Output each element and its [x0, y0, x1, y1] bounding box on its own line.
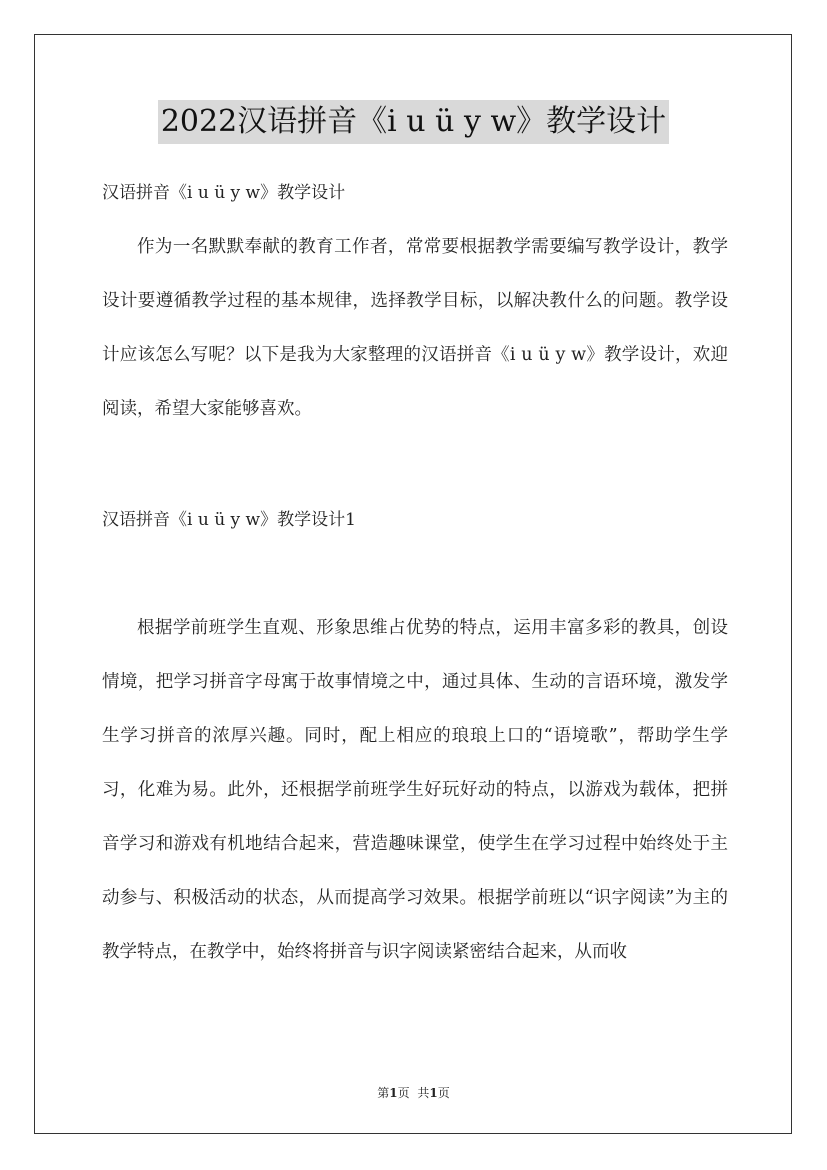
footer-total-number: 1	[429, 1086, 438, 1100]
document-title: 2022汉语拼音《i u ü y w》教学设计	[158, 100, 669, 144]
footer-total-prefix: 共	[417, 1086, 430, 1100]
document-subtitle: 汉语拼音《i u ü y w》教学设计	[102, 183, 346, 203]
section-heading: 汉语拼音《i u ü y w》教学设计1	[102, 510, 356, 530]
footer-page-suffix: 页	[397, 1086, 410, 1100]
intro-paragraph: 作为一名默默奉献的教育工作者，常常要根据教学需要编写教学设计，教学设计要遵循教学过程的基本规律，选择教学目标，以解决教什么的问题。教学设计应该怎么写呢？以下是我为大家整理的汉语拼音《i u ü y w》教学设计，欢迎阅读，希望大家能够喜欢。	[102, 237, 728, 419]
section-paragraph: 根据学前班学生直观、形象思维占优势的特点，运用丰富多彩的教具，创设情境，把学习拼音字母寓于故事情境之中，通过具体、生动的言语环境，激发学生学习拼音的浓厚兴趣。同时，配上相应的琅琅上口的“语境歌”，帮助学生学习，化难为易。此外，还根据学前班学生好玩好动的特点，以游戏为载体，把拼音学习和游戏有机地结合起来，营造趣味课堂，使学生在学习过程中始终处于主动参与、积极活动的状态，从而提高学习效果。根据学前班以“识字阅读”为主的教学特点，在教学中，始终将拼音与识字阅读紧密结合起来，从而收	[102, 618, 728, 962]
page-footer	[0, 1084, 827, 1101]
footer-total-suffix: 页	[437, 1086, 450, 1100]
title-container	[0, 100, 827, 144]
footer-page-number: 1	[389, 1086, 398, 1100]
footer-page-prefix: 第	[377, 1086, 390, 1100]
